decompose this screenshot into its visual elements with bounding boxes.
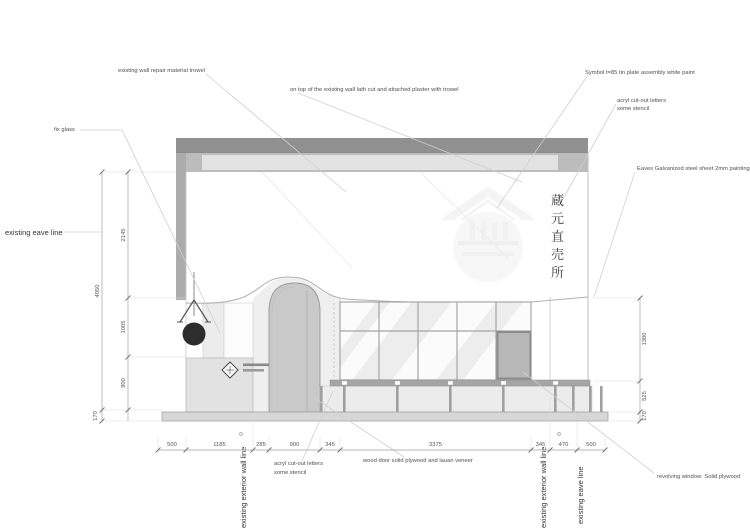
sign-char: 売 [550,247,565,262]
label-eaves: Eaves Galvanized steel sheet 2mm painting [637,166,750,172]
dim-right: 525 [642,391,648,401]
dim-bottom: 470 [558,442,569,448]
dim-bottom: 345 [325,442,335,448]
label-eave-line-left: existing eave line [5,228,63,237]
label-acryl-bottom-2: some stencil [274,470,307,476]
label-eave-line-right: existing eave line [576,466,585,524]
dim-bottom: 3375 [429,442,442,448]
label-trowel: existing wall repair material trowel [118,68,205,74]
dim-left: 900 [121,378,127,388]
label-plaster: on top of the existing wall lath cut and attached plaster with trowel [290,87,459,93]
dim-bottom: 900 [289,442,300,448]
dim-left: 1005 [121,320,127,334]
sign-char: 所 [550,265,565,280]
label-wall-line-left: existing exterior wall line [239,446,248,528]
label-symbol: Symbol t=85 tin plate assembly white paint [585,70,695,76]
sign-char: 直 [550,229,565,244]
dim-left: 2145 [121,228,127,242]
fix-glass-panel [224,303,253,358]
left-wall-strip [176,153,186,300]
dim-bottom: 500 [586,442,596,448]
watermark-logo [440,186,536,282]
label-fix-glass: fix glass [54,127,75,133]
bench [320,380,603,412]
dim-bottom: 285 [256,442,266,448]
dim-bottom: 345 [535,442,546,448]
plinth [162,412,608,421]
dim-bottom: 500 [167,442,177,448]
plaster-eave-curve [186,277,588,303]
roof-top-band [176,138,588,153]
revolving-window-panel [498,332,531,379]
dim-left-total: 4050 [95,284,101,298]
label-acryl-top-1: acryl cut-out letters [617,98,666,104]
ledge [330,380,590,386]
label-wood-door: wood door solid plywood and lauan veneer [363,458,473,464]
left-column [203,303,224,358]
roof-inner-band [202,155,558,170]
label-revolving-window: revolving window: Solid plywood [657,474,741,480]
dim-left-base: 170 [93,411,99,421]
sign-char: 蔵 [550,193,565,208]
dim-right-base: 170 [642,411,648,421]
dim-right: 1380 [642,332,648,346]
dim-bottom: 1185 [213,442,226,448]
sign-char: 元 [550,211,565,226]
label-acryl-top-2: some stencil [617,106,650,112]
counter-block [186,358,253,412]
window-grid [340,302,531,380]
shop-name-vertical-sign [551,193,564,280]
label-acryl-bottom-1: acryl cut-out letters [274,461,323,467]
label-wall-line-right: existing exterior wall line [539,446,548,528]
arch-door [269,283,320,412]
